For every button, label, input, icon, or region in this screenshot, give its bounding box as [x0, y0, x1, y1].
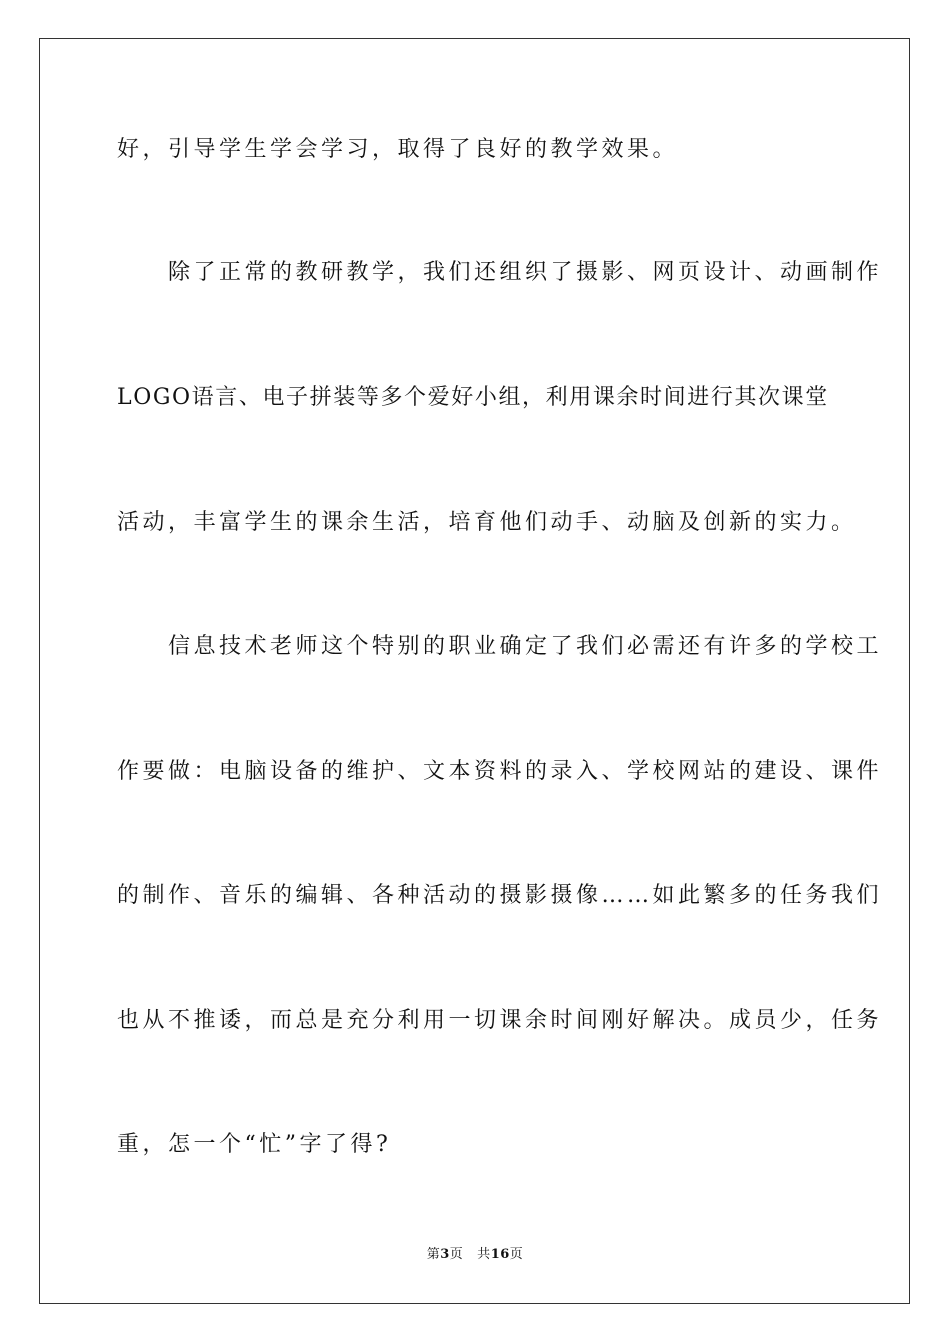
text-line-3: LOGO语言、电子拼装等多个爱好小组，利用课余时间进行其次课堂	[117, 385, 829, 410]
text-line-6: 作要做：电脑设备的维护、文本资料的录入、学校网站的建设、课件	[117, 759, 883, 784]
footer-prefix: 第	[426, 1247, 441, 1262]
footer-page-suffix: 页	[449, 1247, 464, 1262]
text-line-8: 也从不推诿，而总是充分利用一切课余时间刚好解决。成员少，任务	[117, 1008, 883, 1033]
total-pages-number: 16	[490, 1247, 510, 1262]
text-line-4: 活动，丰富学生的课余生活，培育他们动手、动脑及创新的实力。	[117, 510, 857, 535]
text-line-2: 除了正常的教研教学，我们还组织了摄影、网页设计、动画制作	[117, 260, 883, 285]
page-footer	[0, 1246, 950, 1264]
text-line-1: 好，引导学生学会学习，取得了良好的教学效果。	[117, 137, 679, 162]
current-page-number: 3	[440, 1247, 450, 1262]
footer-total-suffix: 页	[509, 1247, 524, 1262]
page-border	[39, 38, 910, 1304]
footer-total-prefix: 共	[477, 1247, 491, 1262]
text-line-5: 信息技术老师这个特别的职业确定了我们必需还有许多的学校工	[117, 634, 883, 659]
text-line-9: 重，怎一个“忙”字了得?	[117, 1132, 392, 1157]
text-line-7: 的制作、音乐的编辑、各种活动的摄影摄像……如此繁多的任务我们	[117, 883, 883, 908]
